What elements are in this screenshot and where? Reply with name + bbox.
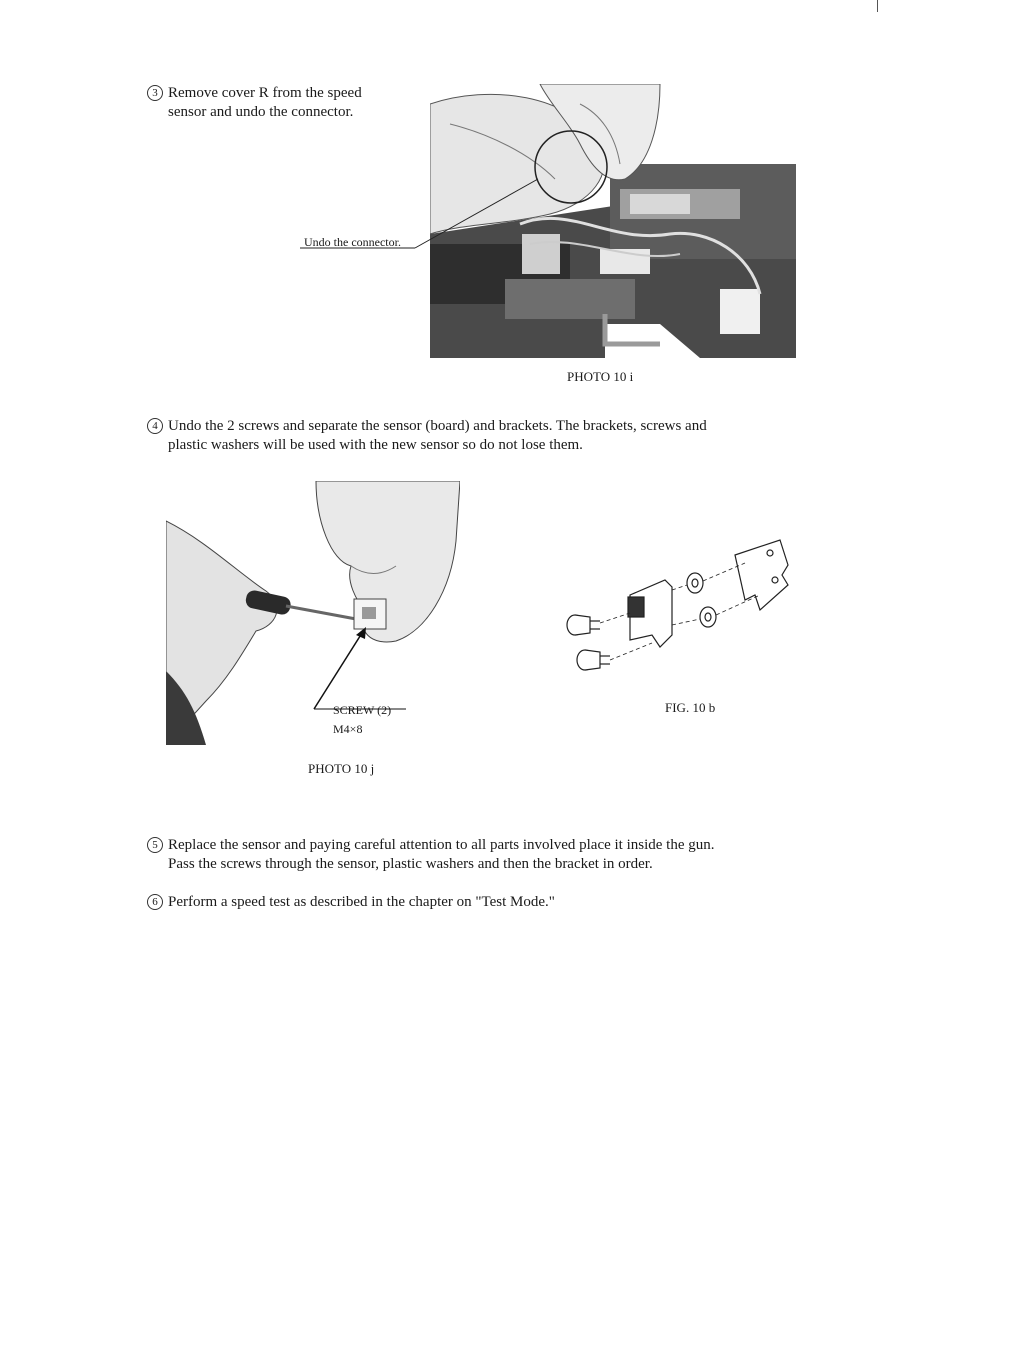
step-6-line-1: Perform a speed test as described in the chapter on "Test Mode." [168,894,555,910]
photo-10j-spec: M4×8 [333,722,363,736]
step-4-number: 4 [147,418,163,434]
step-5-number: 5 [147,837,163,853]
step-5-line-1: Replace the sensor and paying careful attention to all parts involved place it inside the gun. [168,837,715,853]
page-edge-mark [877,0,878,12]
photo-10j-caption: PHOTO 10 j [308,761,375,776]
fig-10b-caption: FIG. 10 b [665,700,716,715]
fig-10b [560,535,800,685]
step-4-line-1: Undo the 2 screws and separate the sensor (board) and brackets. The brackets, screws and [168,418,707,434]
step-5-line-2: Pass the screws through the sensor, plastic washers and then the bracket in order. [168,856,653,872]
step-3-line-2: sensor and undo the connector. [168,104,354,120]
step-3-number: 3 [147,85,163,101]
step-3-line-1: Remove cover R from the speed [168,85,362,101]
photo-10j [166,481,460,745]
step-6-number: 6 [147,894,163,910]
step-4-line-2: plastic washers will be used with the new sensor so do not lose them. [168,437,583,453]
photo-10j-callout: SCREW (2) [333,703,392,717]
photo-10i-caption: PHOTO 10 i [567,369,634,384]
photo-10i-callout: Undo the connector. [304,235,401,249]
